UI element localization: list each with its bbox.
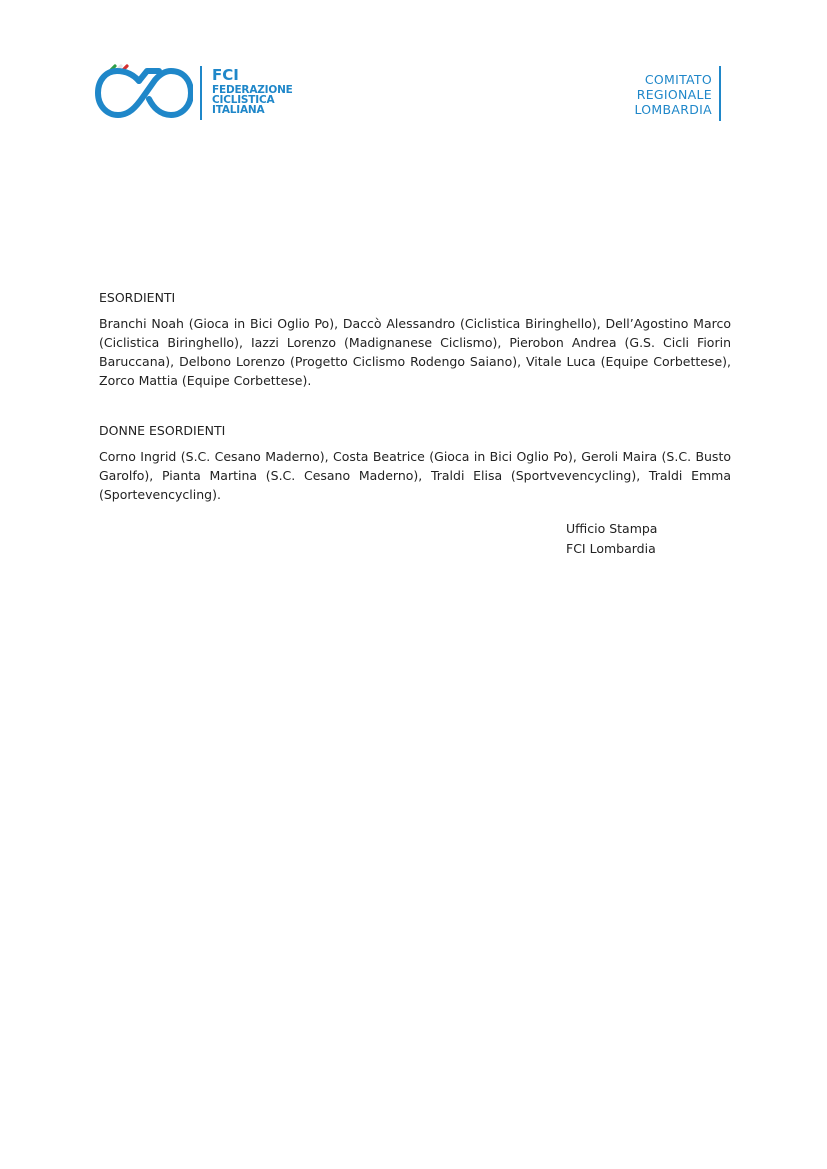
section-donne-esordienti <box>99 421 731 504</box>
logo-line-1: FEDERAZIONE <box>212 84 293 96</box>
logo-line-2: CICLISTICA <box>212 94 275 106</box>
signature-line-1: Ufficio Stampa <box>566 521 658 536</box>
committee-line-1: COMITATO <box>644 72 712 87</box>
logo-wordmark <box>212 67 293 115</box>
logo-acronym: FCI <box>212 66 239 84</box>
signature-block <box>566 519 657 559</box>
section-title: DONNE ESORDIENTI <box>99 423 226 438</box>
section-paragraph: Corno Ingrid (S.C. Cesano Maderno), Costa Beatrice (Gioca in Bici Oglio Po), Geroli Maira (S.C. Busto Garolfo), Pianta Martina (S.C. Cesano Maderno), Traldi Elisa (Sportvevencycling), Traldi Emma (Sportevencycling). <box>99 449 731 502</box>
committee-line-3: LOMBARDIA <box>634 102 712 117</box>
section-paragraph: Branchi Noah (Gioca in Bici Oglio Po), Daccò Alessandro (Ciclistica Biringhello), Dell’Agostino Marco (Ciclistica Biringhello), Iazzi Lorenzo (Madignanese Ciclismo), Pierobon Andrea (G.S. Cicli Fiorin Baruccana), Delbono Lorenzo (Progetto Ciclismo Rodengo Saiano), Vitale Luca (Equipe Corbettese), Zorco Mattia (Equipe Corbettese). <box>99 316 731 388</box>
committee-line-2: REGIONALE <box>636 87 712 102</box>
regional-committee-label <box>634 66 721 121</box>
committee-divider <box>719 66 721 121</box>
section-esordienti <box>99 288 731 390</box>
signature-line-2: FCI Lombardia <box>566 541 656 556</box>
document-body <box>99 288 731 504</box>
section-title: ESORDIENTI <box>99 290 176 305</box>
logo-line-3: ITALIANA <box>212 104 265 116</box>
cycling-logo-icon <box>95 63 193 123</box>
logo-divider <box>200 66 202 120</box>
fci-logo <box>95 63 293 123</box>
committee-text <box>634 72 712 117</box>
